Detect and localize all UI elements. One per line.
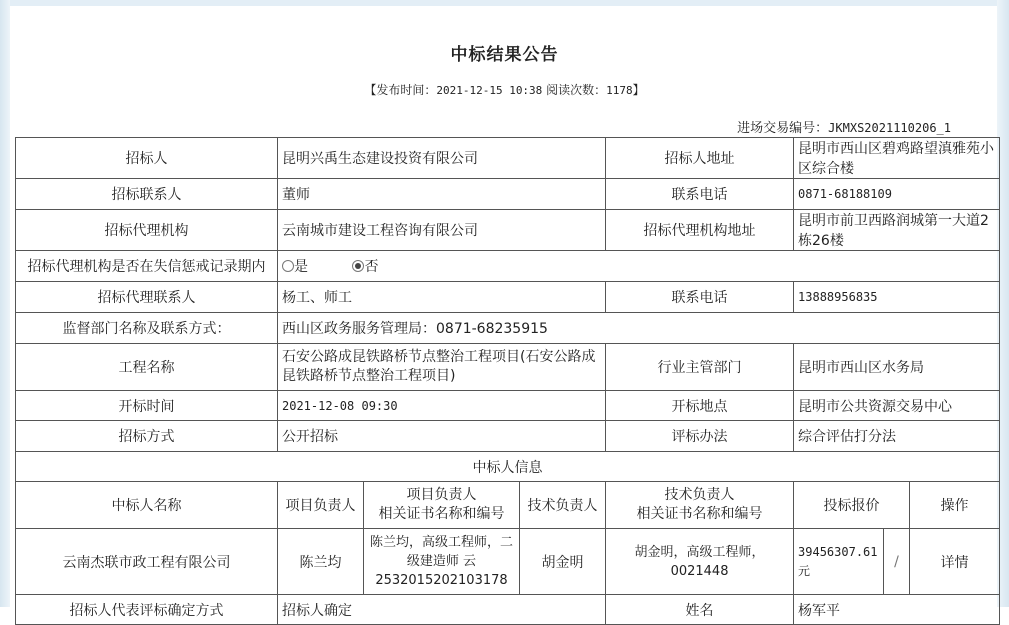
table-row [16,210,1000,251]
value-cell: 昆明市西山区碧鸡路望滇雅苑小区综合楼 [794,138,1000,179]
col-header-op: 操作 [910,482,1000,529]
trade-code [737,117,951,136]
radio-group [278,251,1000,282]
label-cell: 招标人 [16,138,278,179]
col-header-pm-cert [364,482,520,529]
trade-code-label: 进场交易编号： [737,121,829,136]
publish-time: 2021-12-15 10:38 [436,84,543,97]
pm-cert-line1: 项目负责人 [406,487,477,503]
winner-header-row [16,482,1000,529]
value-cell: 董师 [278,179,606,210]
col-header-bid: 投标报价 [794,482,910,529]
value-cell: 昆明市公共资源交易中心 [794,391,1000,421]
section-header-row [16,452,1000,482]
winner-bid-extra: / [884,529,910,595]
winner-row [16,529,1000,595]
label-cell: 招标联系人 [16,179,278,210]
label-cell: 招标人地址 [606,138,794,179]
detail-cell [910,529,1000,595]
window-top-strip [0,0,1009,6]
detail-link[interactable]: 详情 [940,554,969,571]
radio-no-label: 否 [364,259,379,275]
value-cell: 公开招标 [278,421,606,452]
value-cell: 杨工、师工 [278,282,606,313]
table-row [16,421,1000,452]
value-cell: 昆明市前卫西路润城第一大道2栋26楼 [794,210,1000,251]
trade-code-value: JKMXS2021110206_1 [828,121,951,135]
label-cell: 评标办法 [606,421,794,452]
value-cell: 昆明市西山区水务局 [794,344,1000,391]
label-cell: 招标代理联系人 [16,282,278,313]
result-table [15,137,1000,625]
col-header-tech-cert [606,482,794,529]
meta-reads-label: 阅读次数： [542,83,607,97]
label-cell: 招标代理机构地址 [606,210,794,251]
value-cell: 昆明兴禹生态建设投资有限公司 [278,138,606,179]
col-header-name: 中标人名称 [16,482,278,529]
value-cell: 西山区政务服务管理局：0871-68235915 [278,313,1000,344]
table-row [16,251,1000,282]
radio-no[interactable] [352,260,364,272]
winner-pm: 陈兰均 [278,529,364,595]
winner-name: 云南杰联市政工程有限公司 [16,529,278,595]
label-cell: 招标人代表评标确定方式 [16,595,278,625]
winner-tech: 胡金明 [520,529,606,595]
value-cell: 0871-68188109 [794,179,1000,210]
label-cell: 联系电话 [606,179,794,210]
section-title: 中标人信息 [16,452,1000,482]
meta-prefix: 【发布时间： [364,83,437,97]
label-cell: 行业主管部门 [606,344,794,391]
tech-cert-line2: 相关证书名称和编号 [636,506,763,522]
value-cell: 招标人确定 [278,595,606,625]
winner-tech-cert: 胡金明，高级工程师，0021448 [606,529,794,595]
label-cell: 招标代理机构 [16,210,278,251]
radio-yes-label: 是 [294,259,308,275]
label-cell: 联系电话 [606,282,794,313]
value-cell: 云南城市建设工程咨询有限公司 [278,210,606,251]
winner-bid: 39456307.61元 [794,529,884,595]
table-row [16,282,1000,313]
label-cell: 开标时间 [16,391,278,421]
page-title: 中标结果公告 [450,45,559,65]
label-cell: 开标地点 [606,391,794,421]
table-row [16,313,1000,344]
value-cell: 13888956835 [794,282,1000,313]
read-count: 1178 [606,84,633,97]
winner-pm-cert: 陈兰均，高级工程师，二级建造师 云2532015202103178 [364,529,520,595]
table-row [16,391,1000,421]
publish-meta [0,81,1009,98]
table-row [16,179,1000,210]
col-header-pm: 项目负责人 [278,482,364,529]
pm-cert-line2: 相关证书名称和编号 [378,506,505,522]
label-cell: 监督部门名称及联系方式： [16,313,278,344]
table-row [16,595,1000,625]
value-cell: 杨军平 [794,595,1000,625]
tech-cert-line1: 技术负责人 [664,487,735,503]
value-cell: 2021-12-08 09:30 [278,391,606,421]
radio-yes[interactable] [282,260,294,272]
col-header-tech: 技术负责人 [520,482,606,529]
table-row [16,344,1000,391]
label-cell: 招标代理机构是否在失信惩戒记录期内 [16,251,278,282]
value-cell: 石安公路成昆铁路桥节点整治工程项目(石安公路成昆铁路桥节点整治工程项目) [278,344,606,391]
meta-suffix: 】 [632,83,645,97]
value-cell: 综合评估打分法 [794,421,1000,452]
label-cell: 招标方式 [16,421,278,452]
table-row [16,138,1000,179]
label-cell: 姓名 [606,595,794,625]
label-cell: 工程名称 [16,344,278,391]
